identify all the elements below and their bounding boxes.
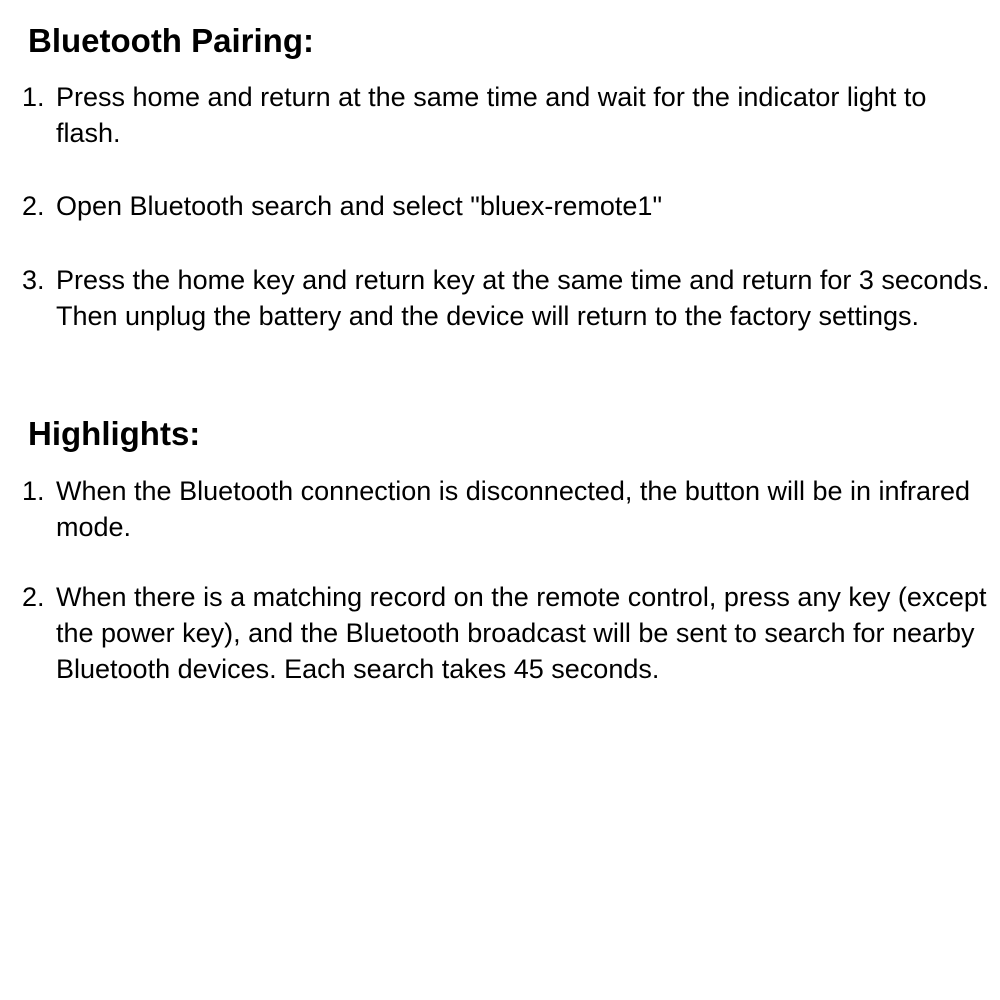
- list-item: [22, 188, 992, 224]
- list-item: [22, 473, 992, 545]
- section-heading-bluetooth-pairing: Bluetooth Pairing:: [28, 22, 314, 59]
- list-item: [22, 579, 994, 687]
- list-item-text: Press the home key and return key at the same time and return for 3 seconds. Then unplug the battery and the device will return to the factory settings.: [56, 265, 990, 331]
- list-item-text: When the Bluetooth connection is disconnected, the button will be in infrared mode.: [56, 476, 971, 542]
- list-item-number: 1.: [22, 82, 45, 112]
- list-item-text: Press home and return at the same time and wait for the indicator light to flash.: [56, 82, 927, 148]
- section-heading-highlights: Highlights:: [28, 415, 201, 452]
- list-item-number: 2.: [22, 191, 45, 221]
- list-item: [22, 79, 962, 151]
- list-item: [22, 262, 992, 334]
- list-item-text: Open Bluetooth search and select "bluex-remote1": [56, 191, 663, 221]
- list-item-text: When there is a matching record on the remote control, press any key (except the power key), and the Bluetooth broadcast will be sent to search for nearby Bluetooth devices. Each search takes 45 seconds.: [56, 582, 987, 684]
- list-item-number: 1.: [22, 476, 45, 506]
- list-item-number: 2.: [22, 582, 45, 612]
- list-item-number: 3.: [22, 265, 45, 295]
